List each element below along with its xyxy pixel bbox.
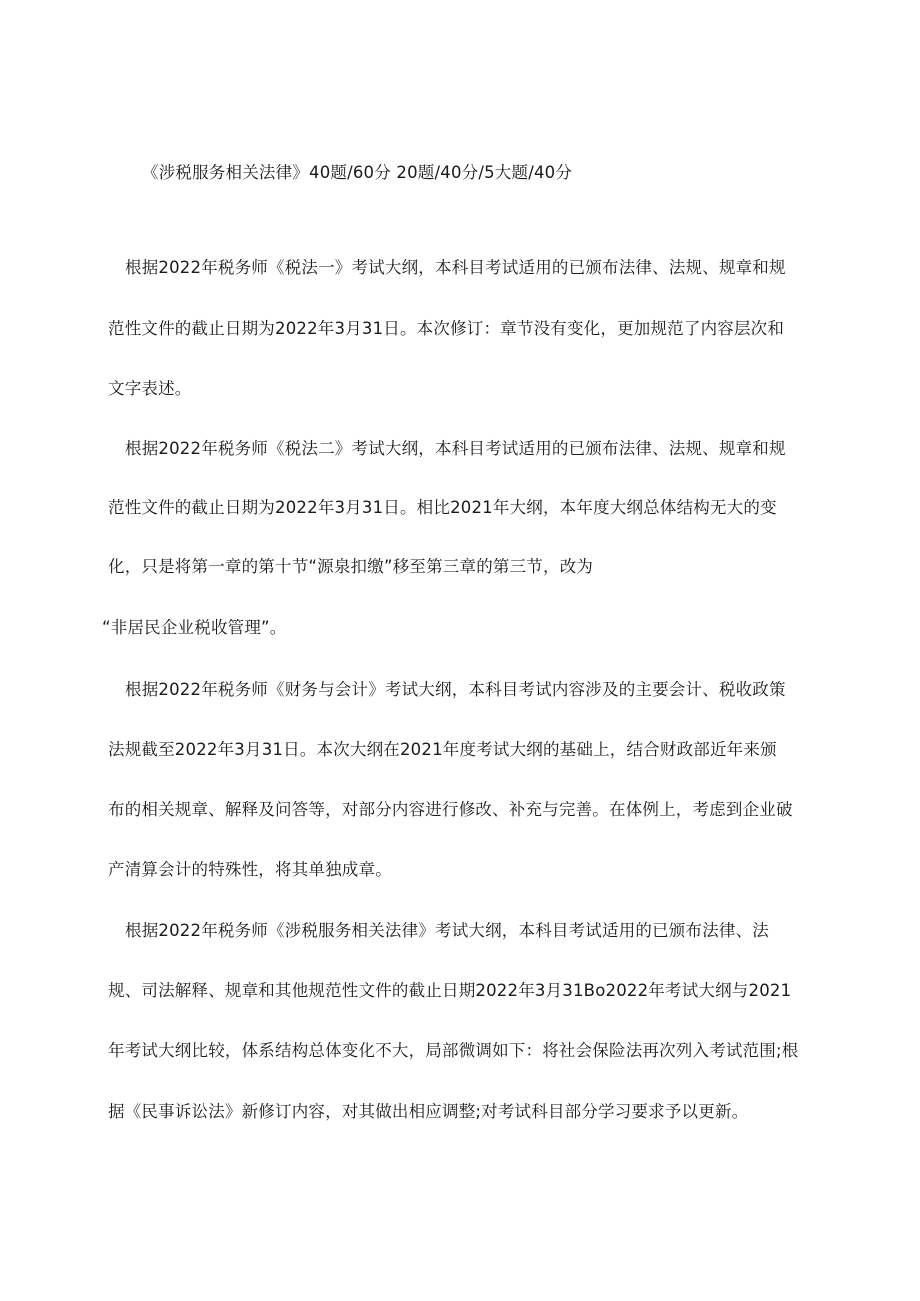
paragraph-4-line-1: 根据2022年税务师《涉税服务相关法律》考试大纲，本科目考试适用的已颁布法律、法 <box>125 921 769 940</box>
paragraph-1-line-2: 范性文件的截止日期为2022年3月31日。本次修订：章节没有变化，更加规范了内容层次和 <box>108 319 785 338</box>
paragraph-3-line-1: 根据2022年税务师《财务与会计》考试大纲，本科目考试内容涉及的主要会计、税收政策 <box>125 680 786 699</box>
header-line: 《涉税服务相关法律》40题/60分 20题/40分/5大题/40分 <box>142 163 573 182</box>
paragraph-2-line-3: 化，只是将第一章的第十节“源泉扣缴”移至第三章的第三节，改为 <box>108 557 594 576</box>
paragraph-3-line-4: 产清算会计的特殊性，将其单独成章。 <box>108 860 392 879</box>
paragraph-3-line-2: 法规截至2022年3月31日。本次大纲在2021年度考试大纲的基础上，结合财政部近年来颁 <box>108 740 777 759</box>
paragraph-2-line-2: 范性文件的截止日期为2022年3月31日。相比2021年大纲，本年度大纲总体结构无大的变 <box>108 498 777 517</box>
paragraph-4-line-3: 年考试大纲比较，体系结构总体变化不大，局部微调如下：将社会保险法再次列入考试范围;根 <box>108 1041 799 1060</box>
paragraph-2-line-1: 根据2022年税务师《税法二》考试大纲，本科目考试适用的已颁布法律、法规、规章和规 <box>125 439 786 458</box>
paragraph-1-line-1: 根据2022年税务师《税法一》考试大纲，本科目考试适用的已颁布法律、法规、规章和规 <box>125 258 786 277</box>
paragraph-4-line-4: 据《民事诉讼法》新修订内容，对其做出相应调整;对考试科目部分学习要求予以更新。 <box>108 1102 749 1121</box>
paragraph-4-line-2: 规、司法解释、规章和其他规范性文件的截止日期2022年3月31Bo2022年考试大纲与2021 <box>108 981 792 1000</box>
paragraph-3-line-3: 布的相关规章、解释及问答等，对部分内容进行修改、补充与完善。在体例上，考虑到企业破 <box>108 800 793 819</box>
paragraph-2-line-4: “非居民企业税收管理”。 <box>102 618 287 637</box>
paragraph-1-line-3: 文字表述。 <box>108 379 192 398</box>
